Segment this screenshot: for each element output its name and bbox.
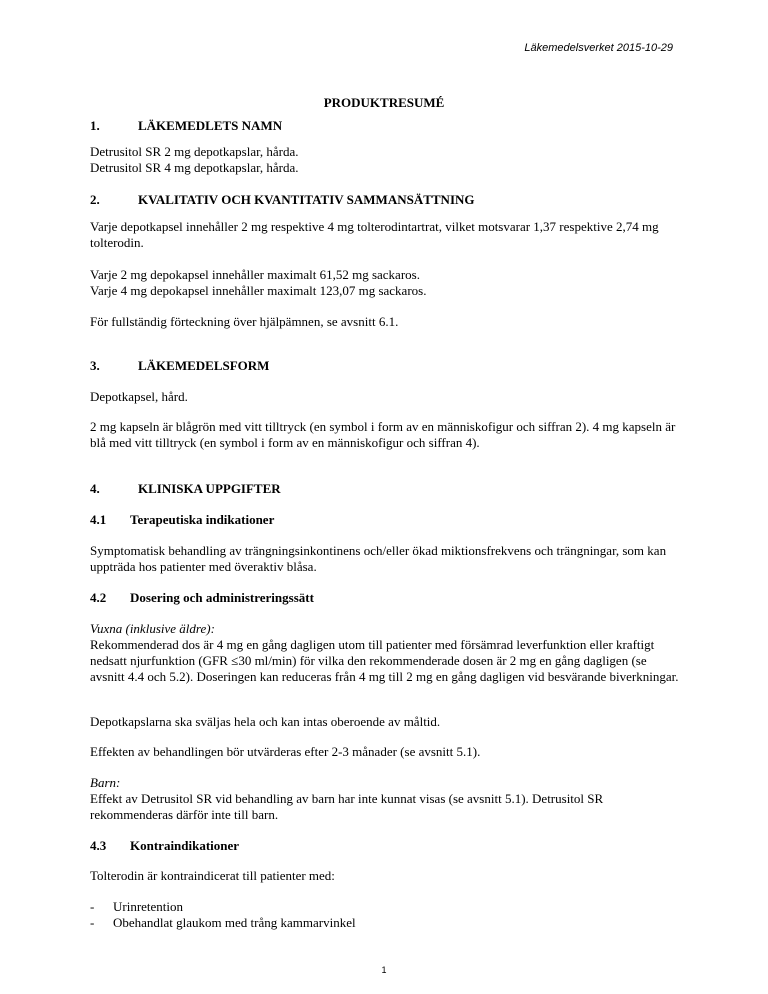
- section-3-paragraph-2: 2 mg kapseln är blågrön med vitt tilltryck (en symbol i form av en människofigur och siffran 2). 4 mg kapseln är blå med vitt tilltryck (en symbol i form av en människofigur och siffran 4).: [90, 419, 676, 450]
- section-title: LÄKEMEDELSFORM: [138, 358, 270, 373]
- section-number: 4.2: [90, 590, 107, 605]
- section-4-2-paragraph-4: Effekt av Detrusitol SR vid behandling av barn har inte kunnat visas (se avsnitt 5.1). Detrusitol SR rekommenderas därför inte till barn.: [90, 791, 604, 822]
- section-4-3-paragraph: Tolterodin är kontraindicerat till patienter med:: [90, 868, 335, 883]
- list-item-text: Obehandlat glaukom med trång kammarvinkel: [113, 915, 356, 930]
- section-1-line-2: Detrusitol SR 4 mg depotkapslar, hårda.: [90, 160, 299, 175]
- document-title: PRODUKTRESUMÉ: [323, 95, 445, 110]
- section-number: 2.: [90, 192, 100, 207]
- section-4-1-paragraph: Symptomatisk behandling av trängningsinkontinens och/eller ökad miktionsfrekvens och trängningar, som kan uppträda hos patienter med överaktiv blåsa.: [90, 543, 667, 574]
- section-2-heading: [90, 192, 475, 208]
- section-title: Kontraindikationer: [130, 838, 240, 853]
- section-number: 4.3: [90, 838, 107, 853]
- section-4-1-heading: [90, 512, 274, 528]
- list-item-text: Urinretention: [113, 899, 184, 914]
- section-4-3-heading: [90, 838, 239, 854]
- section-3-heading: [90, 358, 269, 374]
- section-title: Terapeutiska indikationer: [130, 512, 275, 527]
- section-2-paragraph-2a: Varje 2 mg depokapsel innehåller maximalt 61,52 mg sackaros.: [90, 267, 420, 282]
- document-header-date: Läkemedelsverket 2015-10-29: [524, 42, 673, 54]
- section-1-line-1: Detrusitol SR 2 mg depotkapslar, hårda.: [90, 144, 299, 159]
- section-number: 3.: [90, 358, 100, 373]
- section-4-2-paragraph-1: Rekommenderad dos är 4 mg en gång dagligen utom till patienter med försämrad leverfunktion eller kraftigt nedsatt njurfunktion (GFR ≤30 ml/min) för vilka den rekommenderade dosen är 2 mg en gång dagligen (se avsnitt 4.4 och 5.2). Doseringen kan reduceras från 4 mg till 2 mg en gång dagligen vid besvärande biverkningar.: [90, 637, 679, 684]
- list-item: - Urinretention: [90, 899, 184, 914]
- section-1-heading: [90, 118, 282, 134]
- section-4-2-paragraph-3: Effekten av behandlingen bör utvärderas efter 2-3 månader (se avsnitt 5.1).: [90, 744, 481, 759]
- section-number: 1.: [90, 118, 100, 133]
- section-title: LÄKEMEDLETS NAMN: [138, 118, 283, 133]
- section-2-paragraph-3: För fullständig förteckning över hjälpämnen, se avsnitt 6.1.: [90, 314, 399, 329]
- page-number: 1: [381, 965, 387, 975]
- list-item: - Obehandlat glaukom med trång kammarvinkel: [90, 915, 356, 930]
- section-3-paragraph-1: Depotkapsel, hård.: [90, 389, 188, 404]
- section-number: 4.: [90, 481, 100, 496]
- adult-subheading: Vuxna (inklusive äldre):: [90, 621, 215, 636]
- section-title: Dosering och administreringssätt: [130, 590, 314, 605]
- section-4-2-paragraph-2: Depotkapslarna ska sväljas hela och kan intas oberoende av måltid.: [90, 714, 441, 729]
- section-title: KVALITATIV OCH KVANTITATIV SAMMANSÄTTNING: [138, 192, 475, 207]
- section-number: 4.1: [90, 512, 107, 527]
- section-4-2-heading: [90, 590, 314, 606]
- section-4-heading: [90, 481, 281, 497]
- section-title: KLINISKA UPPGIFTER: [138, 481, 281, 496]
- child-subheading: Barn:: [90, 775, 121, 790]
- section-2-paragraph-1: Varje depotkapsel innehåller 2 mg respektive 4 mg tolterodintartrat, vilket motsvarar 1,37 respektive 2,74 mg tolterodin.: [90, 219, 659, 250]
- section-2-paragraph-2b: Varje 4 mg depokapsel innehåller maximalt 123,07 mg sackaros.: [90, 283, 427, 298]
